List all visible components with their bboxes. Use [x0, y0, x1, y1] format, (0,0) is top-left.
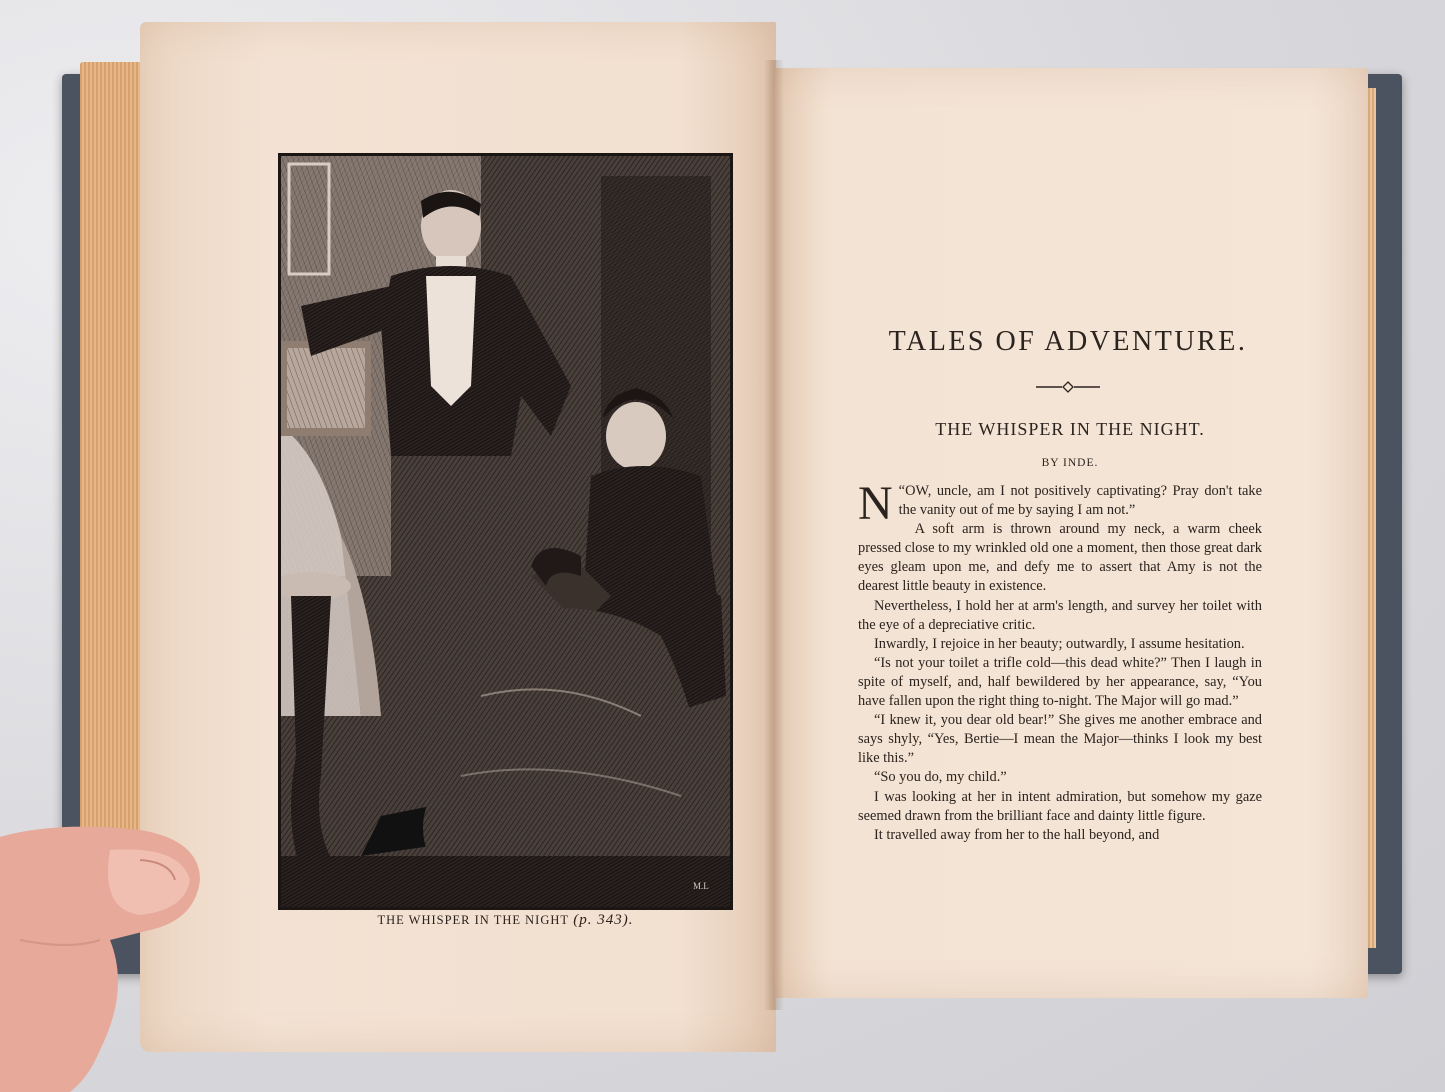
paragraph-9: It travelled away from her to the hall beyond, and	[874, 826, 1160, 843]
paragraph-7: “So you do, my child.”	[874, 769, 1007, 786]
paragraph-8: I was looking at her in intent admiration, but somehow my gaze seemed drawn from the brilliant face and dainty little figure.	[858, 788, 1262, 824]
title-ornament-divider	[1036, 380, 1100, 394]
paragraph-3: Nevertheless, I hold her at arm's length, and survey her toilet with the eye of a depreciative critic.	[858, 597, 1262, 633]
paragraph-2: A soft arm is thrown around my neck, a warm cheek pressed close to my wrinkled old one a moment, then those great dark eyes gleam upon me, and defy me to assert that Amy is not the dearest little beauty in existence.	[858, 521, 1262, 595]
paragraph-1-text: OW, uncle, am I not positively captivating? Pray don't take the vanity out of me by saying I am not.”	[898, 483, 1262, 519]
illustration-caption	[278, 912, 733, 929]
engraving-artwork	[281, 156, 730, 907]
opening-quote: “	[898, 483, 906, 499]
drop-cap: N	[858, 477, 893, 530]
hand-holding-page	[0, 820, 230, 1092]
artist-mark: M.L	[693, 881, 709, 891]
engraving-illustration	[278, 153, 733, 910]
story-body	[858, 477, 1262, 845]
story-title: THE WHISPER IN THE NIGHT.	[935, 419, 1205, 439]
caption-text: THE WHISPER IN THE NIGHT	[377, 913, 570, 927]
paragraph-5: “Is not your toilet a trifle cold—this dead white?” Then I laugh in spite of myself, and, half bewildered by her appearance, say, “You have fallen upon the right thing to-night. The Major will go mad.”	[858, 654, 1262, 710]
paragraph-6: “I knew it, you dear old bear!” She gives me another embrace and says shyly, “Yes, Bertie—I mean the Major—thinks I look my best like this.”	[858, 712, 1262, 767]
book-gutter	[764, 60, 784, 1010]
book-title: TALES OF ADVENTURE.	[888, 326, 1248, 357]
caption-page-ref: (p. 343).	[573, 912, 634, 928]
paragraph-4: Inwardly, I rejoice in her beauty; outwardly, I assume hesitation.	[874, 635, 1245, 652]
story-byline: BY INDE.	[1041, 457, 1099, 469]
paragraph-1	[858, 477, 1262, 530]
